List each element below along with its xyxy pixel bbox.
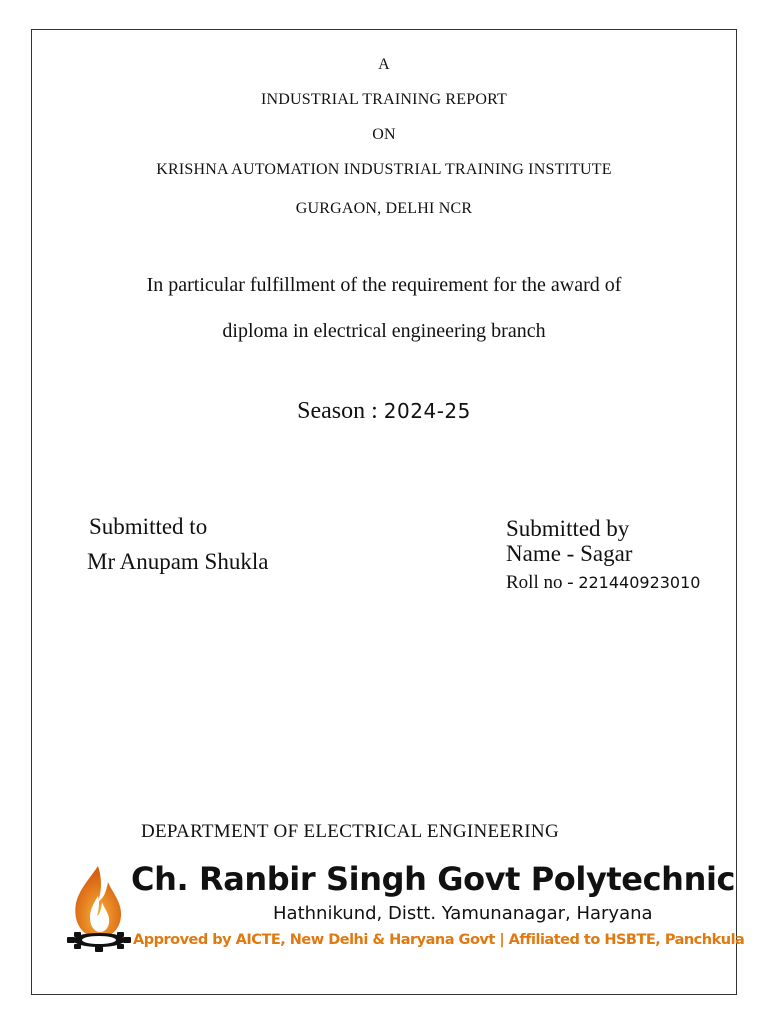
submitted-by-name: Name - Sagar [506, 541, 633, 566]
report-line-a: A [378, 56, 390, 73]
submitted-to-label: Submitted to [89, 514, 208, 539]
roll-value: 221440923010 [578, 573, 701, 592]
season-label: Season : [297, 398, 384, 424]
report-on: ON [372, 126, 396, 143]
institute-address: Hathnikund, Distt. Yamunanagar, Haryana [273, 903, 653, 924]
report-type: INDUSTRIAL TRAINING REPORT [260, 91, 507, 108]
institute-location: GURGAON, DELHI NCR [295, 200, 473, 217]
submitted-to-name: Mr Anupam Shukla [87, 549, 269, 574]
fulfillment-line-1: In particular fulfillment of the requirement for the award of [146, 274, 622, 296]
flame-gear-logo-icon [64, 862, 134, 954]
training-institute: KRISHNA AUTOMATION INDUSTRIAL TRAINING INSTITUTE [156, 161, 612, 178]
department-name: DEPARTMENT OF ELECTRICAL ENGINEERING [141, 821, 559, 842]
fulfillment-line-2: diploma in electrical engineering branch [222, 320, 546, 342]
institute-name: Ch. Ranbir Singh Govt Polytechnic [131, 860, 736, 898]
roll-number [506, 572, 700, 594]
season-value: 2024-25 [383, 399, 471, 423]
roll-label: Roll no - [506, 572, 579, 593]
approval-line: Approved by AICTE, New Delhi & Haryana Govt | Affiliated to HSBTE, Panchkula [133, 932, 745, 948]
submitted-by-label: Submitted by [506, 516, 630, 541]
season [0, 398, 768, 425]
